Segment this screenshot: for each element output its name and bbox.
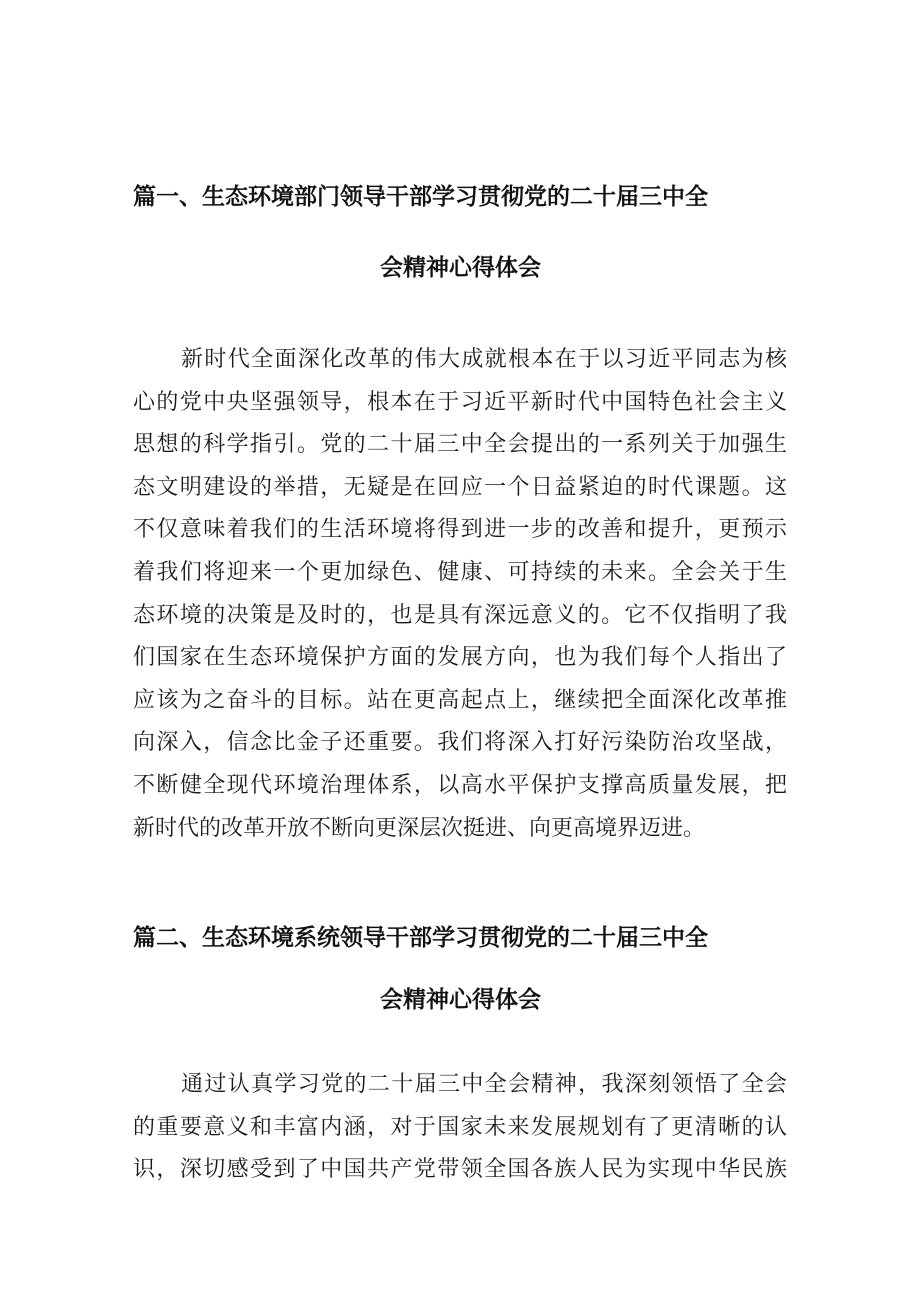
body-line: 通过认真学习党的二十届三中全会精神，我深刻领悟了全会 [181, 1072, 787, 1097]
article-2-title-line-1: 篇二、生态环境系统领导干部学习贯彻党的二十届三中全 [133, 925, 708, 951]
body-line: 着我们将迎来一个更加绿色、健康、可持续的未来。全会关于生 [133, 559, 787, 585]
body-line: 态文明建设的举措，无疑是在回应一个日益紧迫的时代课题。这 [133, 474, 787, 500]
article-2-title-line-2: 会精神心得体会 [380, 987, 541, 1013]
body-line: 向深入，信念比金子还重要。我们将深入打好污染防治攻坚战， [133, 730, 787, 756]
body-line: 不断健全现代环境治理体系，以高水平保护支撑高质量发展，把 [133, 772, 787, 798]
body-line: 应该为之奋斗的目标。站在更高起点上，继续把全面深化改革推 [133, 687, 787, 713]
body-line: 态环境的决策是及时的，也是具有深远意义的。它不仅指明了我 [133, 602, 787, 628]
article-1-body [133, 339, 787, 850]
article-2-body [133, 1064, 787, 1192]
body-line: 思想的科学指引。党的二十届三中全会提出的一系列关于加强生 [133, 432, 787, 458]
body-line: 的重要意义和丰富内涵，对于国家未来发展规划有了更清晰的认 [133, 1114, 787, 1140]
body-line: 不仅意味着我们的生活环境将得到进一步的改善和提升，更预示 [133, 517, 787, 543]
body-line: 们国家在生态环境保护方面的发展方向，也为我们每个人指出了 [133, 645, 787, 671]
article-1-title-line-1: 篇一、生态环境部门领导干部学习贯彻党的二十届三中全 [133, 184, 708, 210]
body-line: 心的党中央坚强领导，根本在于习近平新时代中国特色社会主义 [133, 389, 787, 415]
article-1-title-line-2: 会精神心得体会 [380, 255, 541, 281]
body-line: 识，深切感受到了中国共产党带领全国各族人民为实现中华民族 [133, 1157, 787, 1183]
body-line: 新时代的改革开放不断向更深层次挺进、向更高境界迈进。 [133, 815, 706, 841]
body-line: 新时代全面深化改革的伟大成就根本在于以习近平同志为核 [181, 347, 787, 372]
